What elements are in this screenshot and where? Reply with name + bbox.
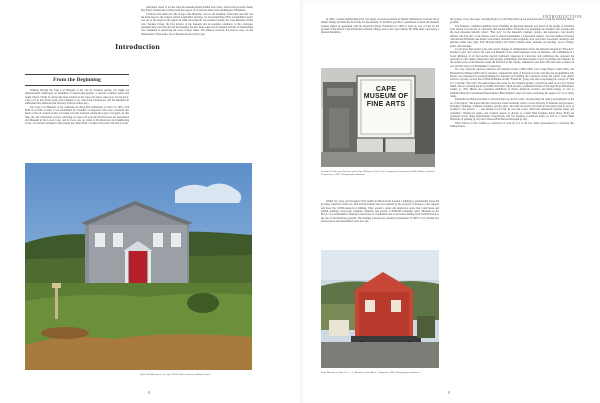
museum-building-photo [25, 163, 252, 370]
right-page-column-1-bottom [321, 200, 439, 223]
chapter-title: Introduction [115, 42, 160, 51]
paragraph: CCMoA's first name was The Scargo Lake Museum, a nod to the beautiful, fresh-water lake that was the home base for the sculptor Arnold Geissbuhler and later, for non-tenant Harry Holl. Geissbuhler's studio was one of the largest in the region. In 1982, the nonprofit was renamed, briefly, the Cape Museum of Fine Arts. Suzanne Packer, the first director of the museum and an essential contributor to this catalogue, explained that even after she left the museum, the new name supported its mission and that its membership was committed to preserving the work of these artists. The mission, however, has been to carry out the implications of that name, one of the best known on the Cape. [141, 12, 253, 36]
museum-sign-text: CAPE MUSEUM OF FINE ARTS [363, 86, 409, 108]
page-number: 9 [448, 391, 450, 395]
right-page-column-2 [450, 18, 574, 128]
running-head: INTRODUCTION [543, 14, 582, 19]
right-page-column-1-top [321, 18, 439, 35]
paragraph: Two key curatorial directors, Michael and Suzanne Packer (1986–1993) were Gregg Harper (1993–2001) and Elizabeth Ives Hunter (2003–2012); and they continued this spirit of diversity in both collecting and programming. Mr. Harper was interested in professionalizing the museum and building the collection around the earlier Cape artists' schools or groups, such as that of Hans Hofmann and the "Forum 49" group, and also in expanding the concept of "fine art" to include "fine craft." He added large-scale works for the sculpture garden, a carved bas-relief in wood by Vernon Smith, and an oversized model by Arthur Silverman, which became a permanent fixture of the large Hope McDermott Gallery (c. 205). Hunter also presented exhibitions of Native American ceramics and metal-casting, as well as exhibited Beyond Conventional Expectations: Blind Painters' Days Of Glass, indicating the support for art in many forms. [450, 68, 574, 98]
left-page-column-1 [25, 89, 129, 126]
paragraph: What follows in this volume is a selection of work by 121 of the 611 artists represented in a collection that numbers more [450, 121, 574, 128]
paragraph: Elizabeth Ives Hunter invented a collection that was, in her words, "an interesting but quirky representation of the art of the region." She hoped that the collections would eventually reflect a broad diversity of materials and processes, including "paintings, sculpture, furniture, jewelry, glass, and other decorative arts made in the region from as early as possible to the present . . . and include work from all over the world, which has influenced regional artists and craftsmen." During her tenure, she acquired objects as diverse as a Peter Hunt furniture hutch, Harry Holl's tea ceremony bowls, many mixed-media constructions, and two Japanese woodblock prints, as well as a classic Hans Hofmann oil painting (p. 61) and a Theresa Hall Barnes lithograph (p. 68). [450, 98, 574, 122]
section-heading: From the Beginning [25, 74, 129, 86]
photo-caption: Cape Museum of Fine Arts — A "Museum on the Move," September 1987. Photographer unknown. [321, 371, 420, 374]
left-page-column-2 [141, 6, 253, 36]
moving-building-photo [321, 250, 439, 368]
right-page [300, 0, 600, 403]
paragraph: In 1982, a charter membership drive was begun. A rented storefront in Theater Marketplace on Route 6A in Dennis Village provided the first home for the museum. To facilitate growth in a permanent location, the museum trustees signed an agreement with the Raymond Moore Foundation in 1984 to lease an acre of land on the grounds of the historic Cape Playhouse in Dennis Village, next to the Cape Cinema. By 1986, there were nearly a thousand members. [321, 18, 439, 35]
paragraph: The founders' continued optimism toward building an important museum was based on the pledge of donations from several local patrons of collections that needed homes. From the very beginning, the founders were resolute and the most museums initially collect. "Fine Arts" for the museum's founders, donors, and supporters, was broadly defined. The first gift, of the diverse work of Arnold Geissbuhler, a Cape-based sculptor who had studied in Europe with Antoine Bourdelle and Alberto Giacometti, included bronze sculpture, terra cotta busts, bas-reliefs, drawings, and sketches. Other early gifts, from Howard Gibbs's and Vernon Smith's estate, included oil paintings, wood carvings, prints, and drawings. [450, 24, 574, 48]
paragraph: It took more than twenty years and several changes of administration before the museum changed its "Fine Arts" moniker to just "Art"; hence, the Cape Cod Museum of Art, which signaled a clear-cut mandate—the commitment to a broad definition of art that reaches beyond traditional categories in collections and exhibitions that represent the spectrum of craft, design, illustration, photography, printmaking, and mixed media as well as painting and sculpture. In the earliest years of the museum, under the direction of Ms. Packer, exhibitions were held with titles such as Dance in Art, and The Cape Cod Printmakers' Connection. [450, 48, 574, 68]
paragraph: Within two years, the Davenport West family in Harwich had donated a building to permanently house the growing collection of fine art. Holl and his friends were not deterred by the prospect of having to raise support and move the 10,000-square-foot building. They wanted a grand and impressive space that could house and exhibit paintings, large-scale sculpture, furniture, and pottery. A $300,000 campaign, titled "Museum on the Move," was established to fund the construction of a foundation and to move the building from South Harwich to the rear of the Playhouse grounds. The building was moved to Dennis in September of 1987; it was divided into eleven pieces and reassembled on its new site. [321, 200, 439, 224]
photo-caption: Cape Cod Museum of Art, April 2016. Photo courtesy of Bernie Jones. [139, 373, 211, 376]
sign-photo [321, 68, 435, 167]
paragraph: Walking through the Cape Cod Museum of Art and its sculpture garden, you might see impressionistic landscapes, an exhibition of surreal photography, or abstract sculpture made with found objects. Works by artists who have worked on the Cape, but whose range goes far beyond it: Cape Cod art has always been, and continues to be, varied and adventurous, and the museum has enthusiastically embraced that diversity from its earliest days. [25, 89, 129, 106]
paragraph: The Cape Cod Museum of Art celebrates its thirty-fifth anniversary in 2016. In 1981, with $100 in its bank account, it was established by a handful of supporters who were concerned that much of the art created locally was being sold and scattered outside the Cape Cod region. At that time, the only institutions actively collecting on Cape Cod were the Provincetown Art Association and Museum in the Lower Cape, and its focus was on artists in Provincetown and neighboring towns, a focus that continues to this present day. Harry Holl, a sculptor and potter who had a recent [25, 105, 129, 126]
photo-caption: Suzanne Packer, first director of the Cape Museum of Fine Arts, accepting a donation from Bill Stebbins of Exxon Corporation, 1987. Photographer unknown. [321, 170, 435, 176]
page-number: 8 [148, 391, 150, 395]
paragraph: the journey across the Cape, traveling Route 6 to Old Bass River Road and Route 6A to reach the Raymond Moore grounds. [450, 18, 574, 25]
paragraph: remodeled vision of art and what the museum should exhibit and collect, and his lawyer-artist friend, Ray Freed, founded the CCMoA with the support of art patrons Anne Stout and Margaret Windheim. [141, 6, 253, 13]
